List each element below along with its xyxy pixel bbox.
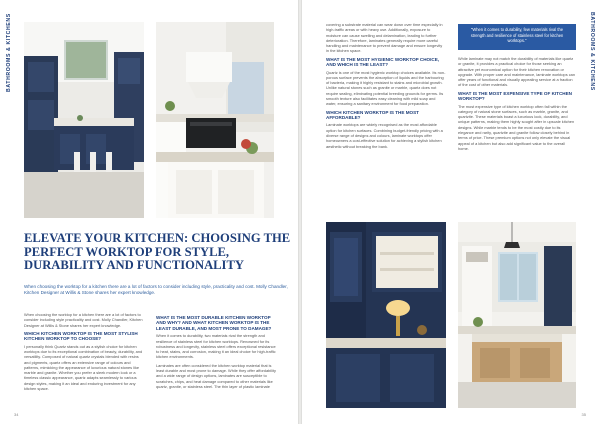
left-page xyxy=(0,0,298,424)
kitchen-photo-white xyxy=(156,22,274,218)
section-heading: WHICH KITCHEN WORKTOP IS THE MOST STYLISH KITCHEN WORKTOP TO CHOOSE? xyxy=(24,330,138,342)
paragraph: Laminate worktops are widely recognised as the most affordable option for kitchen surfaces. Combining budget-friendly pricing with a diverse range of designs and colours, laminate worktops offer homeowners a cost-effective solution for achieving a stylish kitchen aesthetic without breaking the bank. xyxy=(326,122,443,149)
paragraph: When choosing the worktop for a kitchen there are a lot of factors to consider including style practicality and cost. Molly Chandler, Kitchen Designer at Willis & Stone shares her expert knowledge. xyxy=(24,312,143,328)
section-heading: WHAT IS THE MOST EXPENSIVE TYPE OF KITCHEN WORKTOP? xyxy=(458,90,573,102)
article-headline: ELEVATE YOUR KITCHEN: CHOOSING THE PERFECT WORKTOP FOR STYLE, DURABILITY AND FUNCTIONALITY xyxy=(24,231,291,273)
section-heading: WHAT IS THE MOST HYGIENIC WORKTOP CHOICE, AND WHICH IS THE LEAST? xyxy=(326,56,440,68)
right-page xyxy=(302,0,600,424)
paragraph: When it comes to durability, two materials rival the strength and resilience of stainless steel for kitchen worktops. Renowned for its robustness and longevity, stainless steel offers exceptional resistance to heat, stains, and corrosion, making it an ideal choice for high-traffic kitchen environments. xyxy=(156,333,276,360)
section-heading: WHICH KITCHEN WORKTOP IS THE MOST AFFORDABLE? xyxy=(326,109,419,121)
section-heading: WHAT IS THE MOST DURABLE KITCHEN WORKTOP AND WHY? AND WHAT KITCHEN WORKTOP IS THE LEAST DURABLE, AND MOST PRONE TO DAMAGE? xyxy=(156,315,272,331)
left-column-2 xyxy=(156,312,278,392)
kitchen-photo-lamp-image xyxy=(326,222,446,408)
pull-quote: "When it comes to durability, few materials rival the strength and resilience of stainless steel for kitchen worktops." xyxy=(458,24,576,50)
paragraph: Quartz is one of the most hygienic worktop choices available. Its non-porous surface prevents the absorption of liquids and the harbouring of bacteria, making it highly resistant to stains and microbial growth. Unlike natural stones such as granite or marble, quartz does not require sealing, eliminating potential breeding grounds for germs. Its smooth texture also facilitates easy cleaning with mild soap and water, ensuring a sanitary environment for food preparation. xyxy=(326,69,446,107)
right-column-2 xyxy=(458,56,576,154)
page-number-left: 34 xyxy=(14,412,19,417)
kitchen-photo-island-image xyxy=(458,222,576,408)
paragraph: Laminates are often considered the kitchen worktop material that is least durable and most prone to damage. While they offer affordability and a wide range of design options, laminates are susceptible to scratches, chips, and heat damage compared to other materials like quartz, granite, or stainless steel. The thin layer of plastic laminate xyxy=(156,362,276,389)
page-number-right: 35 xyxy=(581,412,586,417)
kitchen-photo-island xyxy=(458,222,576,408)
section-tab-right: BATHROOMS & KITCHENS xyxy=(589,12,595,91)
kitchen-photo-lamp xyxy=(326,222,446,408)
paragraph: covering a substrate material can wear down over time especially in high-traffic areas or with heavy use. Additionally, exposure to moisture can cause swelling and delamination, leading to further deterioration. Therefore, laminates generally require more careful handling and maintenance to prevent damage and ensure longevity in the kitchen space. xyxy=(326,22,443,54)
article-intro: When choosing the worktop for a kitchen there are a lot of factors to consider including style, practicality and cost. Molly Chandler, Kitchen Designer at Willis & Stone shares her expert knowledge. xyxy=(24,284,288,296)
right-column-1 xyxy=(326,22,446,152)
kitchen-photo-navy xyxy=(24,22,144,218)
kitchen-photo-white-image xyxy=(156,22,274,218)
paragraph: The most expensive type of kitchen worktop often fall within the category of natural stone surfaces, such as marble, granite, and quartzite. These materials boast a luxurious look, durability, and unique patterns, making them highly sought after in upscale kitchen designs. While marble tends to be the most costly due to its elegance and rarity, quartzite and granite follow closely behind in terms of price. These premium options not only elevate the visual appeal of a kitchen but also add significant value to the overall home. xyxy=(458,103,575,151)
left-column-1 xyxy=(24,312,146,394)
section-tab-left: BATHROOMS & KITCHENS xyxy=(6,13,12,92)
kitchen-photo-navy-image xyxy=(24,22,144,218)
paragraph: While laminate may not match the durability of materials like quartz or granite, it provides a practical choice for those seeking an attractive yet economical option for their kitchen renovation or upgrade. With proper care and maintenance, laminate worktops can offer years of functional and visually appealing service at a fraction of the cost of other materials. xyxy=(458,56,576,88)
paragraph: I personally think Quartz stands out as a stylish choice for kitchen worktops due to its exceptional combination of beauty, durability, and versatility. Composed of natural quartz crystals blended with resins and pigments, quartz offers an extensive range of colours and patterns, mimicking the appearance of luxurious natural stones like marble and granite. Whether you prefer a sleek modern look or a timeless classic appearance, quartz adapts seamlessly to various design styles, making it an ideal and enduring investment for any kitchen space. xyxy=(24,343,143,392)
